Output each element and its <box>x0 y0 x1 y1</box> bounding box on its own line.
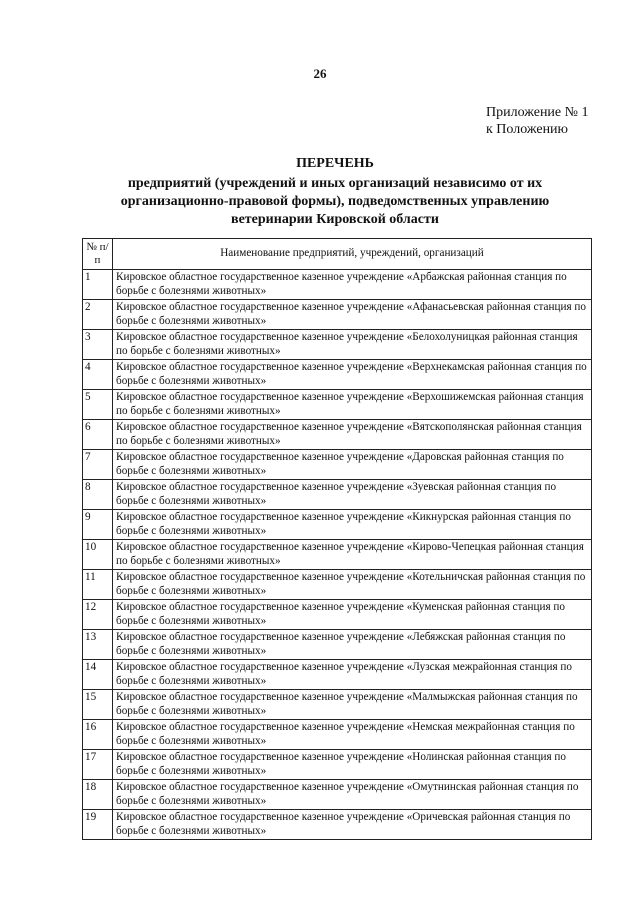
table-row <box>83 510 592 540</box>
row-number: 6 <box>83 420 113 450</box>
organization-name: Кировское областное государственное казенное учреждение «Зуевская районная станция по борьбе с болезнями животных» <box>113 480 592 510</box>
organization-name: Кировское областное государственное казенное учреждение «Лузская межрайонная станция по борьбе с болезнями животных» <box>113 660 592 690</box>
table-row <box>83 330 592 360</box>
table-row <box>83 420 592 450</box>
table-row <box>83 450 592 480</box>
row-number: 7 <box>83 450 113 480</box>
row-number: 4 <box>83 360 113 390</box>
table-row <box>83 630 592 660</box>
row-number: 17 <box>83 750 113 780</box>
table-header-row <box>83 239 592 270</box>
table-row <box>83 570 592 600</box>
row-number: 5 <box>83 390 113 420</box>
row-number: 9 <box>83 510 113 540</box>
row-number: 8 <box>83 480 113 510</box>
organization-name: Кировское областное государственное казенное учреждение «Даровская районная станция по борьбе с болезнями животных» <box>113 450 592 480</box>
row-number: 16 <box>83 720 113 750</box>
column-header-number: № п/п <box>83 239 113 270</box>
organization-name: Кировское областное государственное казенное учреждение «Белохолуницкая районная станция по борьбе с болезнями животных» <box>113 330 592 360</box>
organizations-table <box>82 238 592 840</box>
column-header-name: Наименование предприятий, учреждений, организаций <box>113 239 592 270</box>
table-row <box>83 390 592 420</box>
table-body <box>83 270 592 840</box>
table-row <box>83 270 592 300</box>
table-row <box>83 780 592 810</box>
organization-name: Кировское областное государственное казенное учреждение «Котельничская районная станция по борьбе с болезнями животных» <box>113 570 592 600</box>
organization-name: Кировское областное государственное казенное учреждение «Вятскополянская районная станция по борьбе с болезнями животных» <box>113 420 592 450</box>
table-row <box>83 750 592 780</box>
organization-name: Кировское областное государственное казенное учреждение «Омутнинская районная станция по борьбе с болезнями животных» <box>113 780 592 810</box>
organization-name: Кировское областное государственное казенное учреждение «Афанасьевская районная станция по борьбе с болезнями животных» <box>113 300 592 330</box>
organization-name: Кировское областное государственное казенное учреждение «Верхошижемская районная станция по борьбе с болезнями животных» <box>113 390 592 420</box>
table-row <box>83 660 592 690</box>
table-row <box>83 810 592 840</box>
organization-name: Кировское областное государственное казенное учреждение «Малмыжская районная станция по борьбе с болезнями животных» <box>113 690 592 720</box>
appendix-note <box>486 104 589 138</box>
organization-name: Кировское областное государственное казенное учреждение «Кикнурская районная станция по борьбе с болезнями животных» <box>113 510 592 540</box>
title-subtitle: предприятий (учреждений и иных организаций независимо от их организационно-правовой формы), подведомственных управлению ветеринарии Кировской области <box>120 176 550 227</box>
table-row <box>83 480 592 510</box>
table-row <box>83 690 592 720</box>
row-number: 11 <box>83 570 113 600</box>
table-row <box>83 720 592 750</box>
table-row <box>83 360 592 390</box>
row-number: 12 <box>83 600 113 630</box>
row-number: 19 <box>83 810 113 840</box>
organization-name: Кировское областное государственное казенное учреждение «Нолинская районная станция по борьбе с болезнями животных» <box>113 750 592 780</box>
table-row <box>83 300 592 330</box>
row-number: 1 <box>83 270 113 300</box>
organization-name: Кировское областное государственное казенное учреждение «Арбажская районная станция по борьбе с болезнями животных» <box>113 270 592 300</box>
row-number: 15 <box>83 690 113 720</box>
organization-name: Кировское областное государственное казенное учреждение «Куменская районная станция по борьбе с болезнями животных» <box>113 600 592 630</box>
appendix-line-2: к Положению <box>486 122 569 137</box>
title-heading: ПЕРЕЧЕНЬ <box>296 156 374 171</box>
organization-name: Кировское областное государственное казенное учреждение «Верхнекамская районная станция по борьбе с болезнями животных» <box>113 360 592 390</box>
row-number: 10 <box>83 540 113 570</box>
row-number: 13 <box>83 630 113 660</box>
organization-name: Кировское областное государственное казенное учреждение «Оричевская районная станция по борьбе с болезнями животных» <box>113 810 592 840</box>
row-number: 3 <box>83 330 113 360</box>
page-number: 26 <box>313 66 327 81</box>
table-row <box>83 600 592 630</box>
organization-name: Кировское областное государственное казенное учреждение «Кирово-Чепецкая районная станция по борьбе с болезнями животных» <box>113 540 592 570</box>
organization-name: Кировское областное государственное казенное учреждение «Лебяжская районная станция по борьбе с болезнями животных» <box>113 630 592 660</box>
appendix-line-1: Приложение № 1 <box>486 105 589 120</box>
row-number: 2 <box>83 300 113 330</box>
document-title <box>80 155 590 229</box>
organization-name: Кировское областное государственное казенное учреждение «Немская межрайонная станция по борьбе с болезнями животных» <box>113 720 592 750</box>
row-number: 18 <box>83 780 113 810</box>
table-row <box>83 540 592 570</box>
row-number: 14 <box>83 660 113 690</box>
